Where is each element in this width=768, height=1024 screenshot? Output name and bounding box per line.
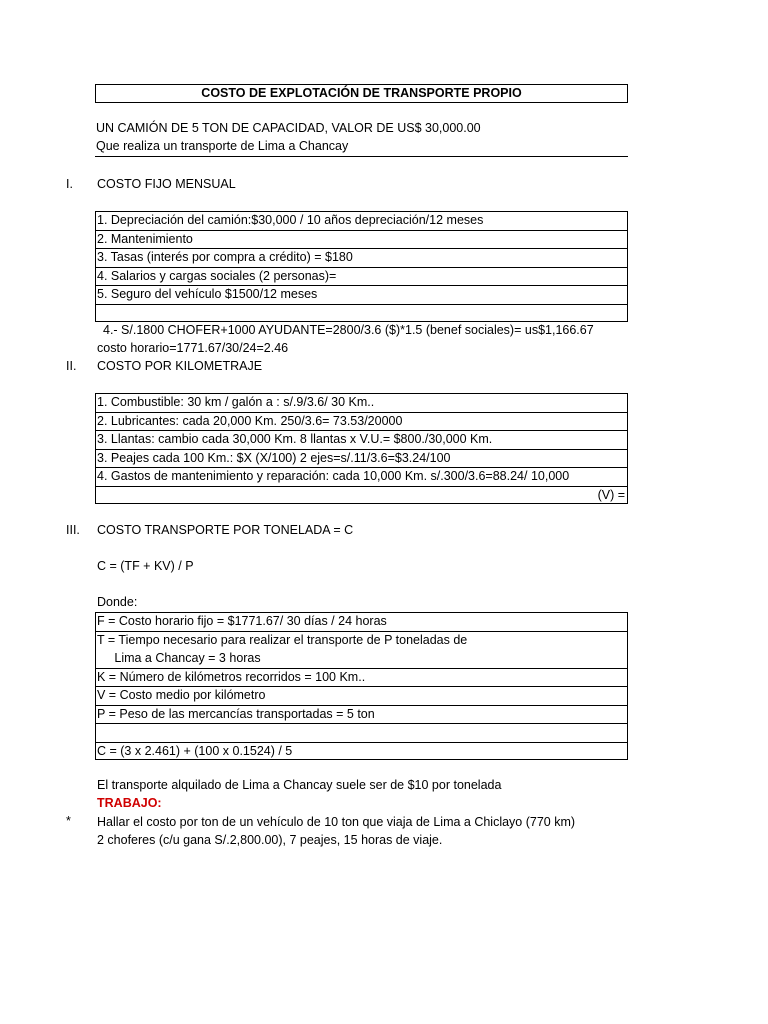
intro-underline (95, 156, 628, 157)
exercise-line-1: Hallar el costo por ton de un vehículo de 10 ton que viaja de Lima a Chiclayo (770 km) (97, 815, 576, 829)
title-box (95, 84, 628, 103)
table-row: 5. Seguro del vehículo $1500/12 meses (96, 286, 627, 305)
table-row: 3. Peajes cada 100 Km.: $X (X/100) 2 ejes=s/.11/3.6=$3.24/100 (96, 450, 627, 469)
table-row: C = (3 x 2.461) + (100 x 0.1524) / 5 (97, 743, 293, 758)
table-row: 2. Mantenimiento (96, 231, 627, 250)
table-row: Lima a Chancay = 3 horas (96, 650, 627, 669)
total-row (96, 487, 627, 506)
table-row: P = Peso de las mercancías transportadas = 5 ton (96, 706, 627, 725)
table-row: T = Tiempo necesario para realizar el transporte de P toneladas de (97, 632, 468, 647)
table-row: 1. Depreciación del camión:$30,000 / 10 años depreciación/12 meses (96, 212, 627, 231)
variables-table (95, 612, 628, 760)
section-3-numeral: III. (66, 523, 80, 537)
table-row: 2. Lubricantes: cada 20,000 Km. 250/3.6= 73.53/20000 (96, 413, 627, 432)
intro-line-2: Que realiza un transporte de Lima a Chancay (96, 139, 349, 153)
table-row: 1. Combustible: 30 km / galón a : s/.9/3.6/ 30 Km.. (96, 394, 627, 413)
rental-note: El transporte alquilado de Lima a Chancay suele ser de $10 por tonelada (97, 778, 502, 792)
table-row: 3. Tasas (interés por compra a crédito) = $180 (96, 249, 627, 268)
table-row: V = Costo medio por kilómetro (96, 687, 627, 706)
table-row: 3. Llantas: cambio cada 30,000 Km. 8 llantas x V.U.= $800./30,000 Km. (96, 431, 627, 450)
table-row: 4. Gastos de mantenimiento y reparación: cada 10,000 Km. s/.300/3.6=88.24/ 10,000 (96, 468, 627, 487)
trabajo-heading: TRABAJO: (97, 796, 162, 810)
page-title: COSTO DE EXPLOTACIÓN DE TRANSPORTE PROPIO (201, 86, 522, 100)
table-row: K = Número de kilómetros recorridos = 100 Km.. (96, 669, 627, 688)
donde-label: Donde: (97, 595, 138, 609)
cost-formula: C = (TF + KV) / P (97, 559, 194, 573)
section-3-heading: COSTO TRANSPORTE POR TONELADA = C (97, 523, 354, 537)
section-2-heading: COSTO POR KILOMETRAJE (97, 359, 263, 373)
intro-line-1: UN CAMIÓN DE 5 TON DE CAPACIDAD, VALOR DE US$ 30,000.00 (96, 121, 481, 135)
mileage-cost-table (95, 393, 628, 504)
table-row: F = Costo horario fijo = $1771.67/ 30 días / 24 horas (96, 613, 627, 632)
salary-note: 4.- S/.1800 CHOFER+1000 AYUDANTE=2800/3.6 ($)*1.5 (benef sociales)= us$1,166.67 (103, 323, 594, 337)
exercise-line-2: 2 choferes (c/u gana S/.2,800.00), 7 peajes, 15 horas de viaje. (97, 833, 443, 847)
fixed-cost-table (95, 211, 628, 322)
table-row: 4. Salarios y cargas sociales (2 personas)= (96, 268, 627, 287)
section-2-numeral: II. (66, 359, 77, 373)
bullet: * (66, 814, 71, 828)
total-label: (V) = (597, 487, 625, 502)
table-row (96, 724, 627, 743)
hourly-cost-note: costo horario=1771.67/30/24=2.46 (97, 341, 289, 355)
section-1-numeral: I. (66, 177, 73, 191)
section-1-heading: COSTO FIJO MENSUAL (97, 177, 236, 191)
